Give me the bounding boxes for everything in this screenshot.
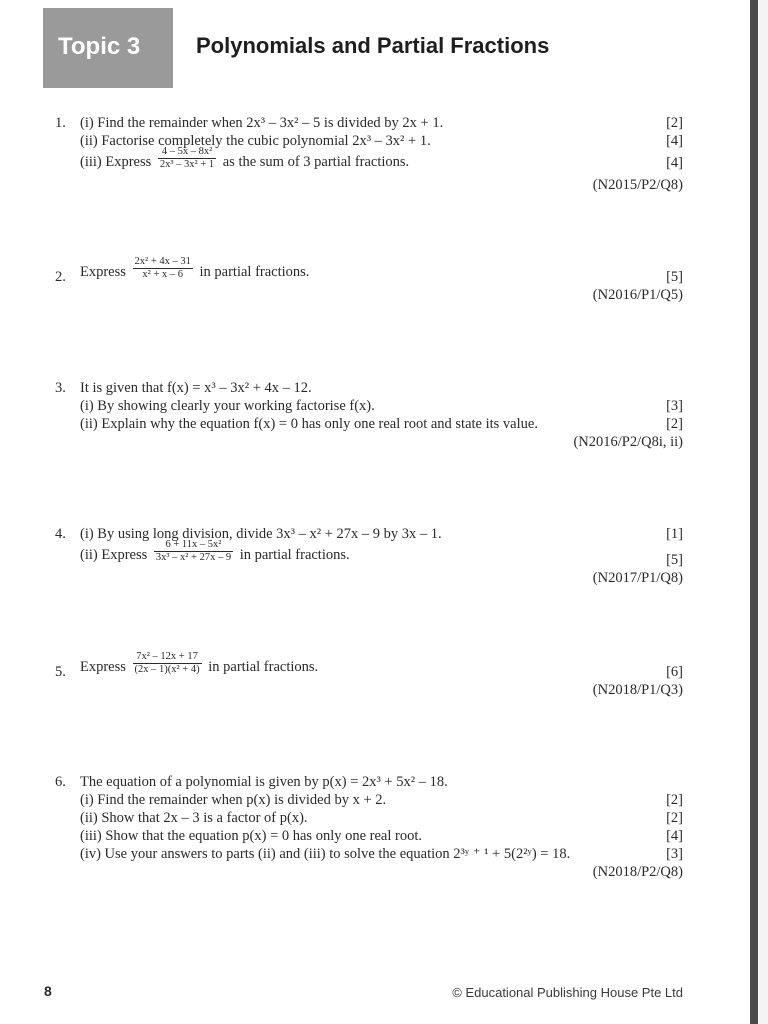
fraction	[133, 651, 202, 676]
question-part-text: (iii) Show that the equation p(x) = 0 has only one real root.	[80, 828, 423, 844]
marks: [5]	[666, 269, 683, 285]
question-part-text: (i) By showing clearly your working factorise f(x).	[80, 398, 375, 414]
marks: [5]	[666, 552, 683, 568]
page-title: Polynomials and Partial Fractions	[196, 33, 550, 58]
question-number: 2.	[55, 269, 66, 285]
fraction	[158, 146, 216, 171]
question-part-suffix: in partial fractions.	[239, 546, 350, 563]
question-number: 3.	[55, 380, 66, 396]
question-intro: It is given that f(x) = x³ – 3x² + 4x – 12.	[80, 380, 312, 396]
question-number: 5.	[55, 664, 66, 680]
question-part-prefix: (ii) Express	[80, 546, 148, 563]
question-prefix: Express	[80, 263, 126, 280]
question-intro: The equation of a polynomial is given by p(x) = 2x³ + 5x² – 18.	[80, 774, 448, 790]
source-reference: (N2017/P1/Q8)	[592, 570, 683, 586]
marks: [2]	[666, 115, 683, 131]
question-4	[55, 525, 683, 587]
fraction	[154, 539, 233, 564]
scan-edge-margin	[758, 0, 768, 1024]
marks: [4]	[666, 155, 683, 171]
fraction-numerator: 7x² – 12x + 17	[133, 651, 202, 664]
marks: [3]	[666, 398, 683, 414]
question-part-text: (ii) Factorise completely the cubic polynomial 2x³ – 3x² + 1.	[80, 133, 431, 149]
fraction-denominator: 2x³ – 3x² + 1	[159, 159, 215, 170]
question-3	[55, 379, 683, 451]
question-part-text: (i) Find the remainder when 2x³ – 3x² – 5 is divided by 2x + 1.	[80, 115, 444, 131]
marks: [4]	[666, 133, 683, 149]
fraction-denominator: x² + x – 6	[142, 269, 183, 280]
question-number: 6.	[55, 774, 66, 790]
fraction-numerator: 6 + 11x – 5x²	[154, 539, 233, 552]
question-part-prefix: (iii) Express	[80, 153, 152, 170]
marks: [3]	[666, 846, 683, 862]
question-part-text: (iv) Use your answers to parts (ii) and (iii) to solve the equation 2³ʸ ⁺ ¹ + 5(2²ʸ) = 18.	[80, 846, 571, 862]
marks: [2]	[666, 792, 683, 808]
question-part-text: (ii) Show that 2x – 3 is a factor of p(x).	[80, 810, 308, 826]
question-part-text: (i) By using long division, divide 3x³ – x² + 27x – 9 by 3x – 1.	[80, 526, 442, 542]
fraction-numerator: 4 – 5x – 8x²	[158, 146, 216, 159]
marks: [2]	[666, 416, 683, 432]
topic-label: Topic 3	[58, 33, 141, 60]
marks: [2]	[666, 810, 683, 826]
question-prefix: Express	[80, 658, 126, 675]
source-reference: (N2018/P2/Q8)	[592, 864, 683, 880]
source-reference: (N2016/P2/Q8i, ii)	[573, 434, 683, 450]
marks: [4]	[666, 828, 683, 844]
page-number: 8	[44, 983, 52, 999]
source-reference: (N2018/P1/Q3)	[592, 682, 683, 698]
fraction	[133, 256, 193, 281]
marks: [1]	[666, 526, 683, 542]
publisher-credit: © Educational Publishing House Pte Ltd	[452, 985, 683, 1000]
question-suffix: in partial fractions.	[199, 263, 310, 280]
question-6	[55, 773, 683, 881]
scan-edge-shadow	[750, 0, 758, 1024]
fraction-denominator: (2x – 1)(x² + 4)	[134, 664, 200, 675]
question-suffix: in partial fractions.	[208, 658, 319, 675]
question-5	[55, 651, 683, 699]
question-1	[55, 114, 683, 194]
question-part-suffix: as the sum of 3 partial fractions.	[222, 153, 410, 170]
marks: [6]	[666, 664, 683, 680]
question-2	[55, 256, 683, 304]
source-reference: (N2015/P2/Q8)	[592, 177, 683, 193]
question-number: 4.	[55, 526, 66, 542]
fraction-denominator: 3x³ – x² + 27x – 9	[155, 552, 232, 563]
question-part-text: (i) Find the remainder when p(x) is divided by x + 2.	[80, 792, 387, 808]
question-part-text: (ii) Explain why the equation f(x) = 0 has only one real root and state its value.	[80, 416, 538, 432]
source-reference: (N2016/P1/Q5)	[592, 287, 683, 303]
question-number: 1.	[55, 115, 66, 131]
fraction-numerator: 2x² + 4x – 31	[134, 256, 191, 267]
